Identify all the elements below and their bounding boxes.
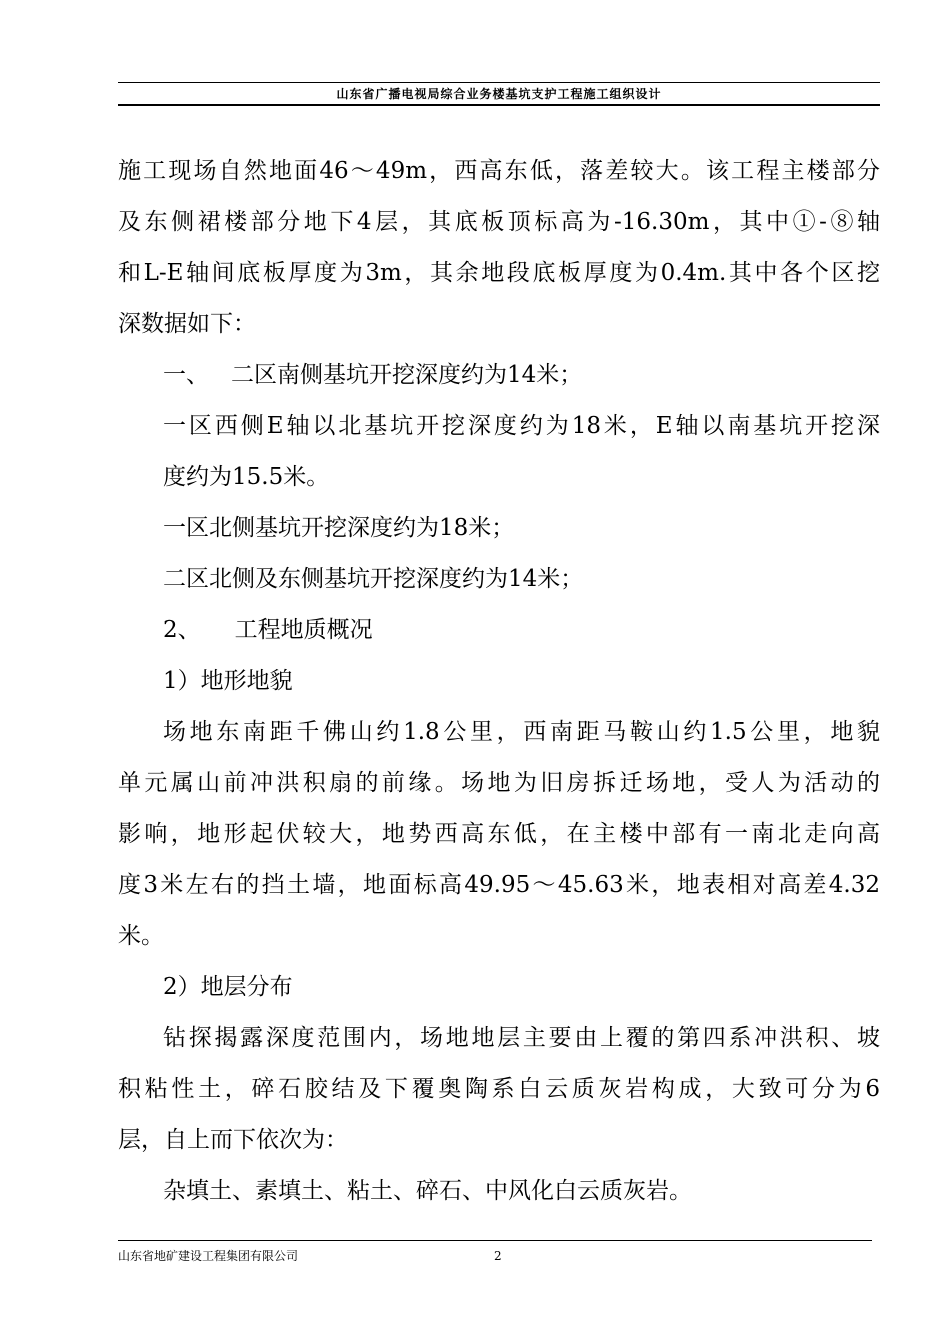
subsection-heading: 1）地形地貌 xyxy=(163,668,293,694)
paragraph-line: 层，自上而下依次为： xyxy=(118,1127,348,1153)
paragraph-line: 深数据如下： xyxy=(118,311,256,337)
paragraph-line: 积粘性土，碎石胶结及下覆奥陶系白云质灰岩构成，大致可分为6 xyxy=(118,1076,880,1102)
footer-company: 山东省地矿建设工程集团有限公司 xyxy=(118,1249,299,1263)
paragraph-line: 单元属山前冲洪积扇的前缘。场地为旧房拆迁场地，受人为活动的 xyxy=(118,770,880,796)
section-title: 工程地质概况 xyxy=(234,617,373,643)
footer-rule xyxy=(118,1240,872,1241)
paragraph-line: 杂填土、素填土、粘土、碎石、中风化白云质灰岩。 xyxy=(163,1178,692,1204)
page-number: 2 xyxy=(494,1249,502,1263)
list-item-text: 二区南侧基坑开挖深度约为14米； xyxy=(231,362,583,388)
list-item-number: 一、 xyxy=(163,362,209,388)
paragraph-line: 及东侧裙楼部分地下4层，其底板顶标高为-16.30m，其中①-⑧轴 xyxy=(118,209,880,235)
paragraph-line: 米。 xyxy=(118,923,164,949)
paragraph-line: 施工现场自然地面46～49m，西高东低，落差较大。该工程主楼部分 xyxy=(118,158,880,184)
header-rule-thick xyxy=(118,104,880,106)
paragraph-line: 场地东南距千佛山约1.8公里，西南距马鞍山约1.5公里，地貌 xyxy=(163,719,880,745)
section-number: 2、 xyxy=(163,617,201,643)
paragraph-line: 影响，地形起伏较大，地势西高东低，在主楼中部有一南北走向高 xyxy=(118,821,880,847)
list-item-continuation: 度约为15.5米。 xyxy=(163,464,330,490)
paragraph-line: 和L-E轴间底板厚度为3m，其余地段底板厚度为0.4m.其中各个区挖 xyxy=(118,260,880,286)
section-heading xyxy=(118,605,880,656)
header-title: 山东省广播电视局综合业务楼基坑支护工程施工组织设计 xyxy=(336,87,662,101)
header-rule-thin xyxy=(118,82,880,83)
document-body xyxy=(118,146,880,1217)
list-item xyxy=(118,350,880,401)
paragraph-line: 度3米左右的挡土墙，地面标高49.95～45.63米，地表相对高差4.32 xyxy=(118,872,880,898)
paragraph-line: 钻探揭露深度范围内，场地地层主要由上覆的第四系冲洪积、坡 xyxy=(163,1025,880,1051)
list-item: 一区西侧E轴以北基坑开挖深度约为18米，E轴以南基坑开挖深 xyxy=(163,413,880,439)
subsection-heading: 2）地层分布 xyxy=(163,974,293,1000)
list-item: 一区北侧基坑开挖深度约为18米； xyxy=(163,515,515,541)
list-item: 二区北侧及东侧基坑开挖深度约为14米； xyxy=(163,566,584,592)
